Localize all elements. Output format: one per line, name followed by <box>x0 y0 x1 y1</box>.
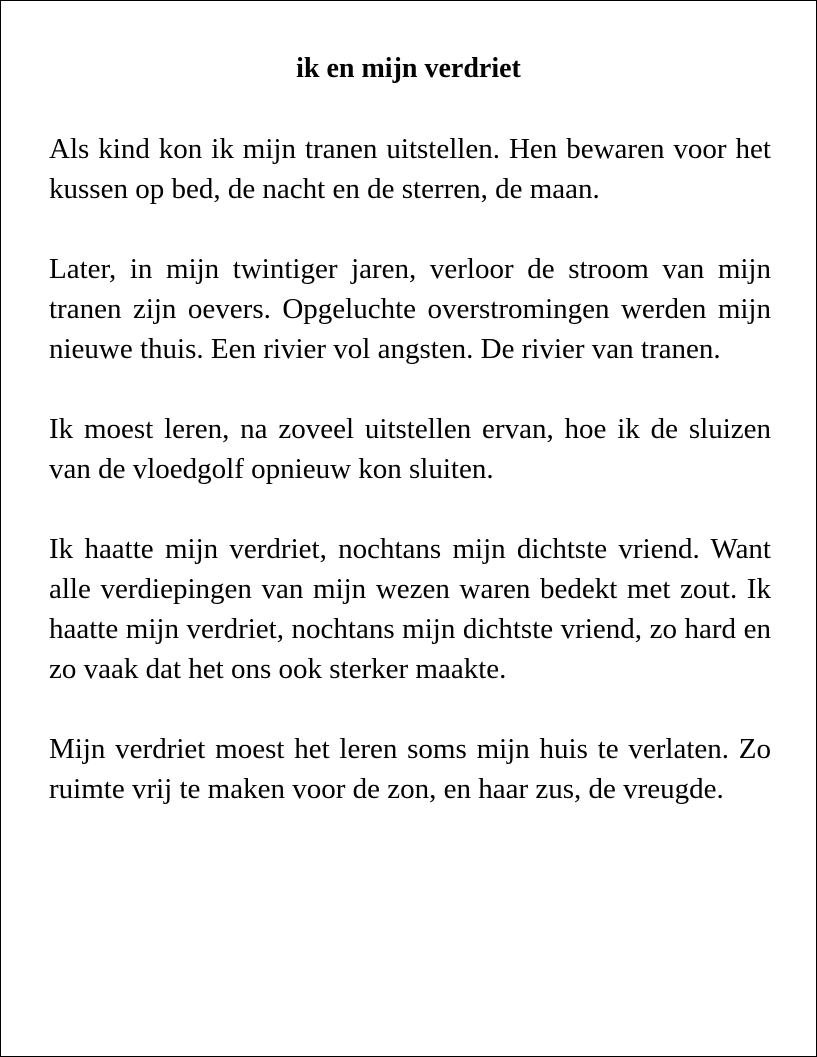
document-body <box>49 129 771 849</box>
paragraph-5: Mijn verdriet moest het leren soms mijn huis te verlaten. Zo ruimte vrij te maken voor de zon, en haar zus, de vreugde. <box>49 733 771 805</box>
paragraph-4: Ik haatte mijn verdriet, nochtans mijn dichtste vriend. Want alle verdiepingen van mijn wezen waren bedekt met zout. Ik haatte mijn verdriet, nochtans mijn dichtste vriend, zo hard en zo vaak dat het ons ook sterker maakte. <box>49 533 771 685</box>
paragraph-1: Als kind kon ik mijn tranen uitstellen. Hen bewaren voor het kussen op bed, de nacht en de sterren, de maan. <box>49 133 771 205</box>
paragraph-3: Ik moest leren, na zoveel uitstellen ervan, hoe ik de sluizen van de vloedgolf opnieuw kon sluiten. <box>49 413 771 485</box>
paragraph-2: Later, in mijn twintiger jaren, verloor de stroom van mijn tranen zijn oevers. Opgeluchte overstromingen werden mijn nieuwe thuis. Een rivier vol angsten. De rivier van tranen. <box>49 253 771 365</box>
page-title: ik en mijn verdriet <box>296 53 521 84</box>
